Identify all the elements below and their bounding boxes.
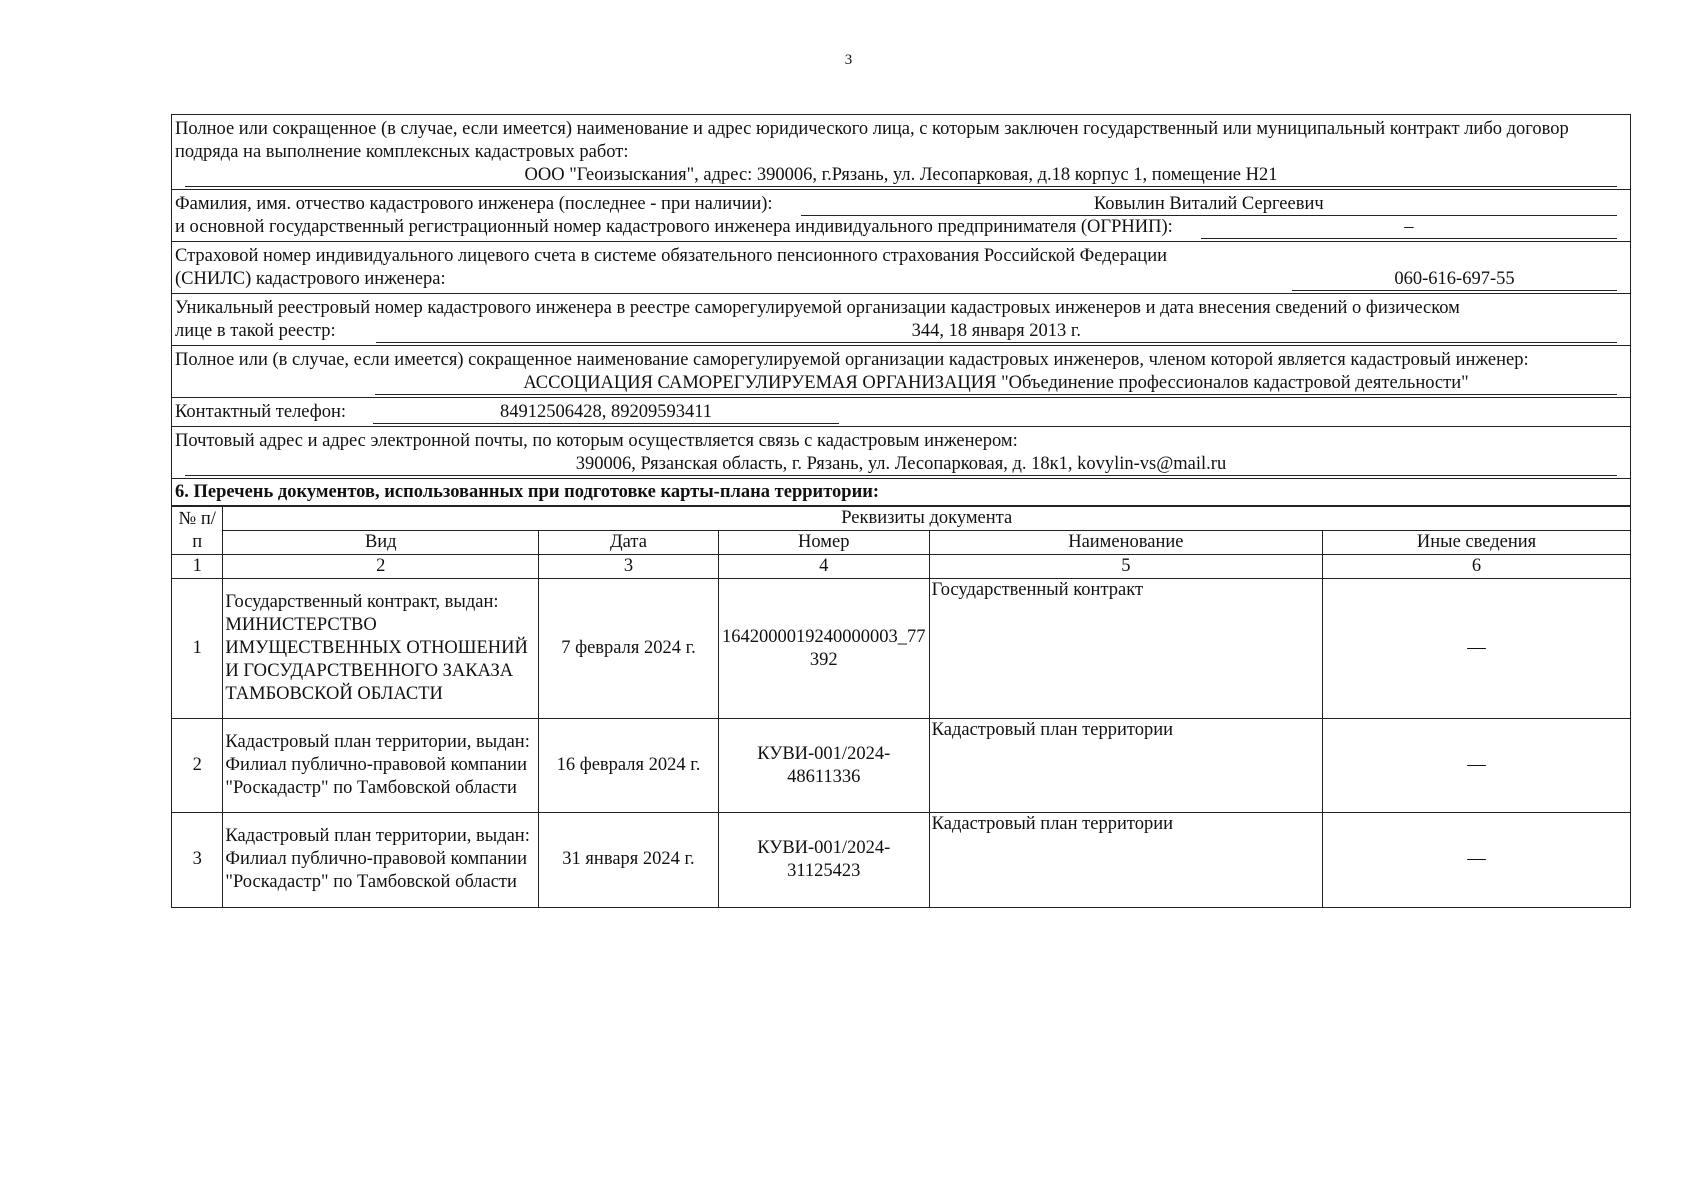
row-number: КУВИ-001/2024-31125423: [718, 813, 929, 907]
sro-section: [172, 346, 1630, 398]
phone-label: Контактный телефон:: [175, 402, 347, 422]
header-name: Наименование: [929, 531, 1322, 555]
header-row-1: [172, 507, 1630, 531]
row-date: 7 февраля 2024 г.: [539, 579, 719, 719]
ogrnip-label: и основной государственный регистрационный номер кадастрового инженера индивидуального предпринимателя (ОГРНИП):: [175, 217, 1173, 237]
header-requisites: Реквизиты документа: [223, 507, 1630, 531]
section6-title: 6. Перечень документов, использованных при подготовке карты-плана территории:: [172, 479, 1630, 506]
row-num: 1: [172, 579, 223, 719]
address-section: [172, 427, 1630, 479]
col-number: 1: [172, 555, 223, 579]
row-num: 3: [172, 813, 223, 907]
row-number: 1642000019240000003_77392: [718, 579, 929, 719]
header-other: Иные сведения: [1323, 531, 1630, 555]
header-number: Номер: [718, 531, 929, 555]
table-row: [172, 813, 1630, 907]
contractor-value: ООО "Геоизыскания", адрес: 390006, г.Рязань, ул. Лесопарковая, д.18 корпус 1, помещение Н21: [185, 164, 1617, 187]
registry-section: [172, 294, 1630, 346]
address-label: Почтовый адрес и адрес электронной почты, по которым осуществляется связь с кадастровым инженером:: [175, 431, 1018, 451]
table-row: [172, 579, 1630, 719]
header-row-2: [172, 531, 1630, 555]
row-number: КУВИ-001/2024-48611336: [718, 719, 929, 813]
header-type: Вид: [223, 531, 539, 555]
row-type: Кадастровый план территории, выдан: Филиал публично-правовой компании "Роскадастр" по Тамбовской области: [223, 813, 539, 907]
row-name: Кадастровый план территории: [929, 719, 1322, 813]
contractor-section: [172, 115, 1630, 190]
row-name: Кадастровый план территории: [929, 813, 1322, 907]
documents-table: [172, 506, 1630, 907]
row-other: —: [1323, 813, 1630, 907]
cadastral-form: [171, 114, 1631, 908]
contractor-label: Полное или сокращенное (в случае, если имеется) наименование и адрес юридического лица, с которым заключен государственный или муниципальный контракт либо договор подряда на выполнение комплексных кадастровых работ:: [175, 119, 1569, 162]
snils-section: [172, 242, 1630, 294]
col-number: 5: [929, 555, 1322, 579]
page-number: 3: [844, 52, 853, 68]
row-date: 31 января 2024 г.: [539, 813, 719, 907]
row-other: —: [1323, 579, 1630, 719]
ogrnip-value: –: [1201, 216, 1617, 239]
phone-value: 84912506428, 89209593411: [373, 401, 839, 424]
row-num: 2: [172, 719, 223, 813]
sro-value: АССОЦИАЦИЯ САМОРЕГУЛИРУЕМАЯ ОРГАНИЗАЦИЯ "Объединение профессионалов кадастровой деятельности": [375, 372, 1617, 395]
column-number-row: [172, 555, 1630, 579]
registry-label-line1: Уникальный реестровый номер кадастрового инженера в реестре саморегулируемой организации кадастровых инженеров и дата внесения сведений о физическом: [175, 298, 1460, 318]
sro-label: Полное или (в случае, если имеется) сокращенное наименование саморегулируемой организации кадастровых инженеров, членом которой является кадастровый инженер:: [175, 350, 1529, 370]
snils-label-line1: Страховой номер индивидуального лицевого счета в системе обязательного пенсионного страхования Российской Федерации: [175, 246, 1168, 266]
engineer-name-value: Ковылин Виталий Сергеевич: [801, 193, 1617, 216]
registry-value: 344, 18 января 2013 г.: [376, 320, 1617, 343]
row-date: 16 февраля 2024 г.: [539, 719, 719, 813]
engineer-section: [172, 190, 1630, 242]
col-number: 6: [1323, 555, 1630, 579]
phone-section: [172, 398, 1630, 427]
snils-value: 060-616-697-55: [1292, 268, 1617, 291]
row-type: Государственный контракт, выдан: МИНИСТЕРСТВО ИМУЩЕСТВЕННЫХ ОТНОШЕНИЙ И ГОСУДАРСТВЕННОГО ЗАКАЗА ТАМБОВСКОЙ ОБЛАСТИ: [223, 579, 539, 719]
address-value: 390006, Рязанская область, г. Рязань, ул. Лесопарковая, д. 18к1, kovylin-vs@mail.ru: [185, 453, 1617, 476]
col-number: 2: [223, 555, 539, 579]
header-num: № п/п: [172, 507, 223, 555]
row-name: Государственный контракт: [929, 579, 1322, 719]
col-number: 4: [718, 555, 929, 579]
table-row: [172, 719, 1630, 813]
col-number: 3: [539, 555, 719, 579]
snils-label-line2: (СНИЛС) кадастрового инженера:: [175, 269, 446, 289]
header-date: Дата: [539, 531, 719, 555]
row-other: —: [1323, 719, 1630, 813]
row-type: Кадастровый план территории, выдан: Филиал публично-правовой компании "Роскадастр" по Тамбовской области: [223, 719, 539, 813]
registry-label-line2: лице в такой реестр:: [175, 321, 336, 341]
engineer-name-label: Фамилия, имя. отчество кадастрового инженера (последнее - при наличии):: [175, 194, 773, 214]
